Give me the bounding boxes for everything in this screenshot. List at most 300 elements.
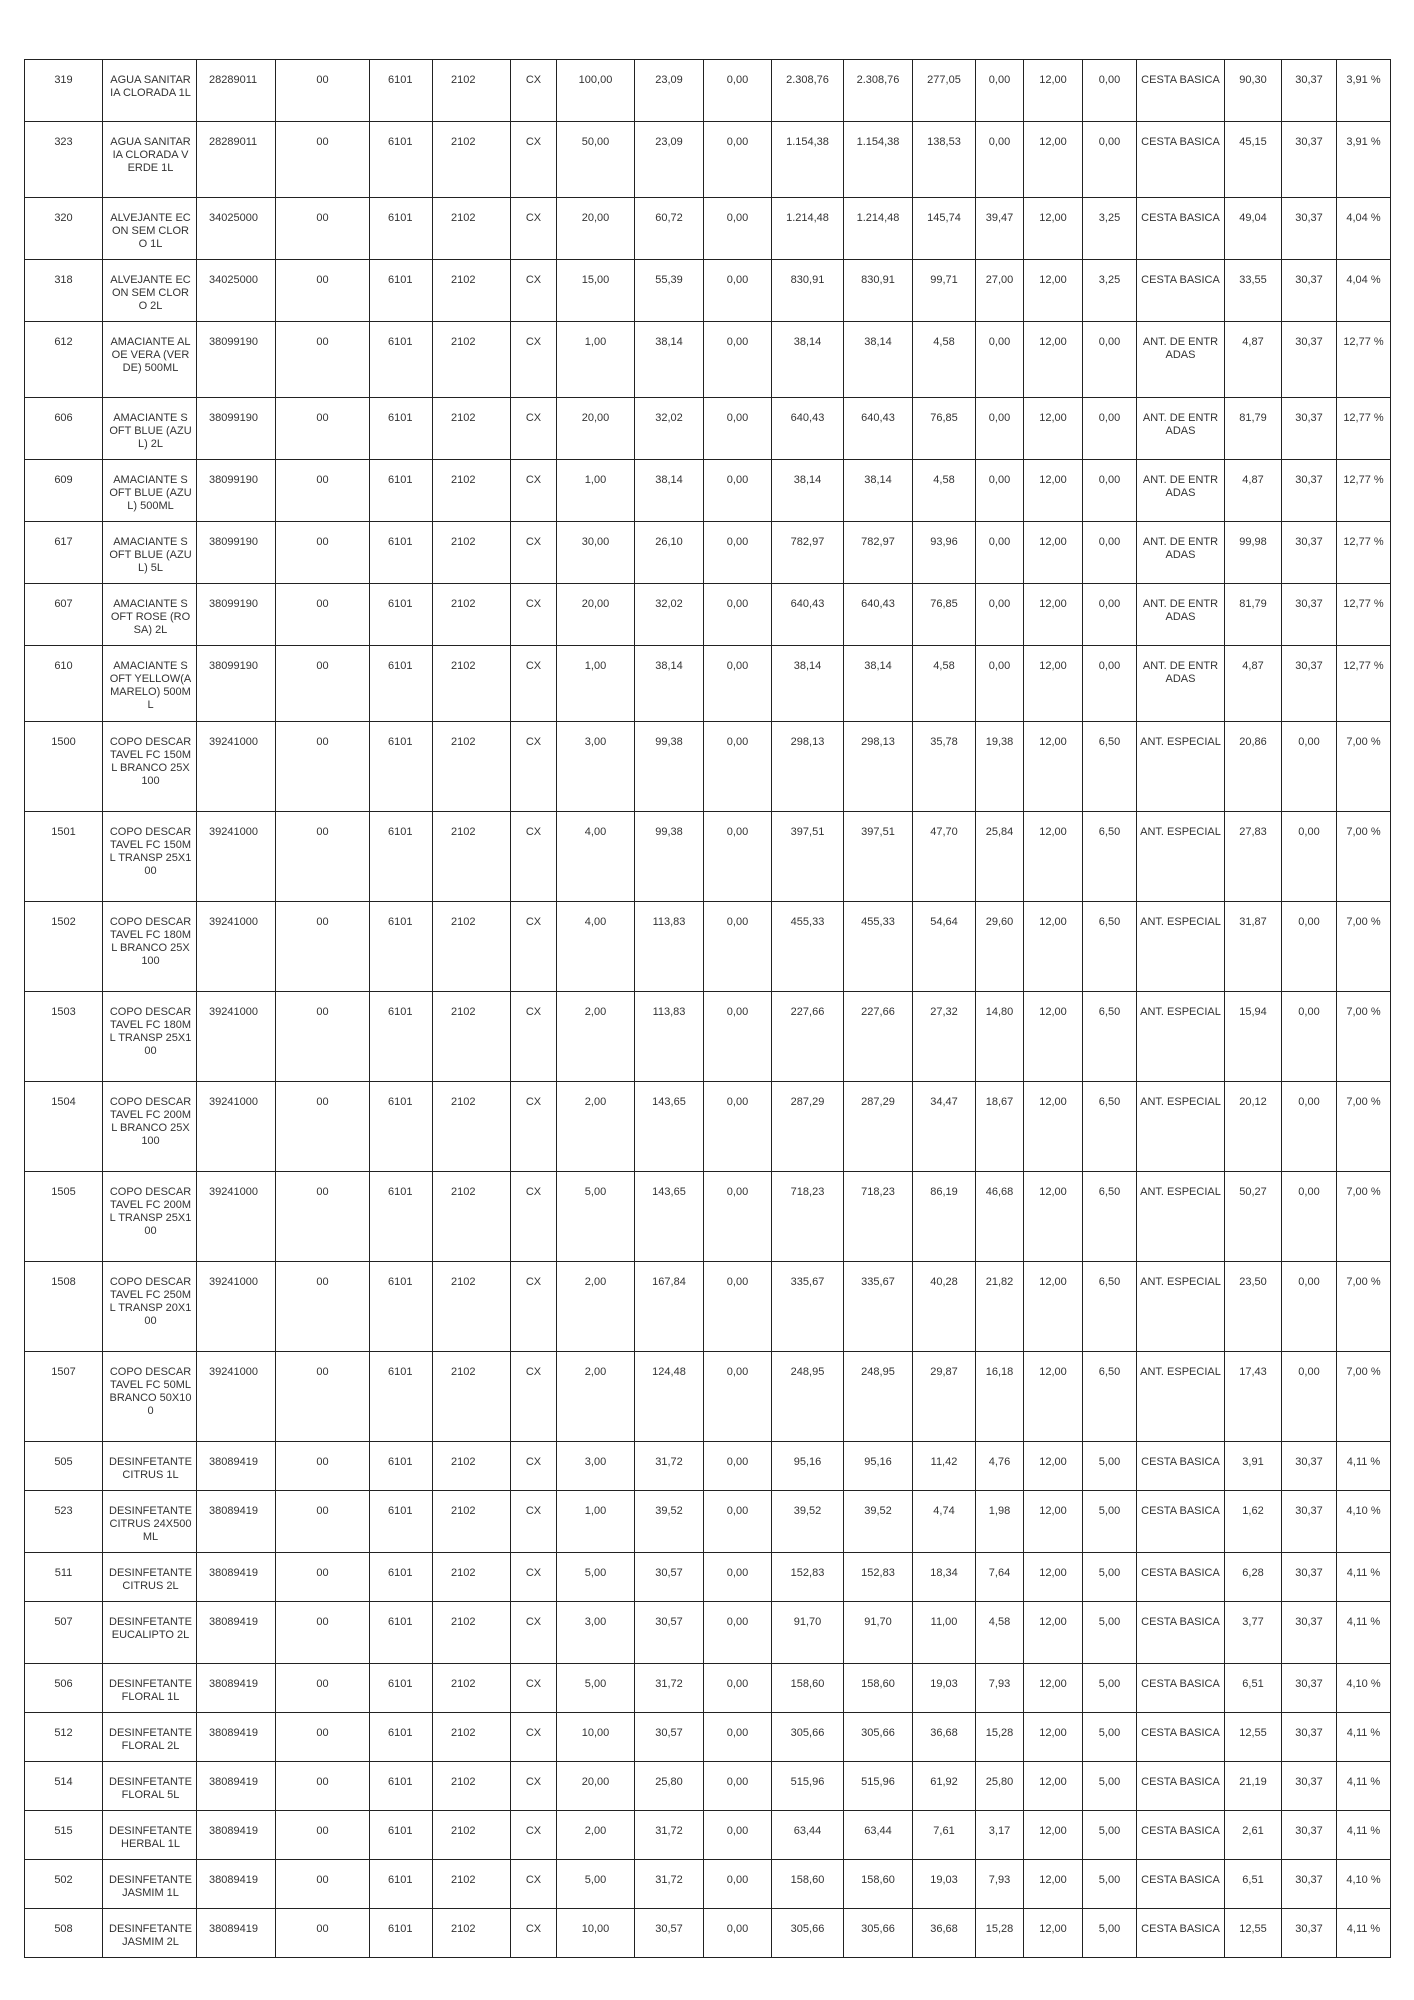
table-row bbox=[25, 1664, 1391, 1713]
item-cst: 00 bbox=[276, 1442, 370, 1491]
item-cfop: 6101 bbox=[370, 1352, 433, 1442]
item-st-value: 6,51 bbox=[1225, 1664, 1282, 1713]
item-cst: 00 bbox=[276, 1909, 370, 1958]
item-ipi-rate: 5,00 bbox=[1083, 1860, 1137, 1909]
item-quantity: 1,00 bbox=[557, 1491, 635, 1553]
item-discount: 0,00 bbox=[704, 1762, 772, 1811]
table-row bbox=[25, 198, 1391, 260]
item-category: ANT. DE ENTRADAS bbox=[1137, 646, 1225, 722]
item-total: 1.214,48 bbox=[772, 198, 844, 260]
item-icms-rate: 12,00 bbox=[1024, 522, 1083, 584]
item-quantity: 4,00 bbox=[557, 902, 635, 992]
item-percent: 4,11 % bbox=[1337, 1442, 1391, 1491]
item-cst: 00 bbox=[276, 812, 370, 902]
item-unit: CX bbox=[511, 60, 557, 122]
item-quantity: 20,00 bbox=[557, 1762, 635, 1811]
item-quantity: 20,00 bbox=[557, 584, 635, 646]
item-total: 515,96 bbox=[772, 1762, 844, 1811]
item-icms-rate: 12,00 bbox=[1024, 1664, 1083, 1713]
item-unit: CX bbox=[511, 1491, 557, 1553]
item-total: 1.154,38 bbox=[772, 122, 844, 198]
item-quantity: 5,00 bbox=[557, 1860, 635, 1909]
item-quantity: 1,00 bbox=[557, 646, 635, 722]
table-row bbox=[25, 1713, 1391, 1762]
table-row bbox=[25, 260, 1391, 322]
item-unit: CX bbox=[511, 398, 557, 460]
table-row bbox=[25, 122, 1391, 198]
item-code-2: 2102 bbox=[433, 1664, 511, 1713]
item-code: 512 bbox=[25, 1713, 103, 1762]
item-cst: 00 bbox=[276, 460, 370, 522]
item-icms-base: 305,66 bbox=[844, 1713, 913, 1762]
item-icms-base: 95,16 bbox=[844, 1442, 913, 1491]
item-unit-price: 39,52 bbox=[635, 1491, 704, 1553]
item-category: ANT. DE ENTRADAS bbox=[1137, 322, 1225, 398]
item-icms-value: 27,32 bbox=[913, 992, 976, 1082]
item-percent: 3,91 % bbox=[1337, 122, 1391, 198]
item-ipi-value: 39,47 bbox=[976, 198, 1024, 260]
item-ipi-value: 1,98 bbox=[976, 1491, 1024, 1553]
item-cfop: 6101 bbox=[370, 322, 433, 398]
item-icms-rate: 12,00 bbox=[1024, 902, 1083, 992]
item-code: 1505 bbox=[25, 1172, 103, 1262]
item-discount: 0,00 bbox=[704, 460, 772, 522]
item-icms-rate: 12,00 bbox=[1024, 1860, 1083, 1909]
item-description: COPO DESCARTAVEL FC 180ML BRANCO 25X100 bbox=[103, 902, 197, 992]
item-cst: 00 bbox=[276, 1811, 370, 1860]
item-mva: 30,37 bbox=[1282, 646, 1337, 722]
item-total: 91,70 bbox=[772, 1602, 844, 1664]
item-category: ANT. ESPECIAL bbox=[1137, 1082, 1225, 1172]
item-ipi-value: 7,64 bbox=[976, 1553, 1024, 1602]
item-ncm: 38089419 bbox=[197, 1860, 276, 1909]
item-st-value: 31,87 bbox=[1225, 902, 1282, 992]
item-st-value: 6,51 bbox=[1225, 1860, 1282, 1909]
item-code-2: 2102 bbox=[433, 1602, 511, 1664]
item-icms-rate: 12,00 bbox=[1024, 992, 1083, 1082]
item-percent: 12,77 % bbox=[1337, 522, 1391, 584]
item-discount: 0,00 bbox=[704, 1909, 772, 1958]
item-ipi-rate: 6,50 bbox=[1083, 812, 1137, 902]
item-cfop: 6101 bbox=[370, 1909, 433, 1958]
item-icms-rate: 12,00 bbox=[1024, 1713, 1083, 1762]
item-category: CESTA BASICA bbox=[1137, 60, 1225, 122]
table-row bbox=[25, 1442, 1391, 1491]
item-description: COPO DESCARTAVEL FC 150ML BRANCO 25X100 bbox=[103, 722, 197, 812]
item-unit-price: 99,38 bbox=[635, 722, 704, 812]
item-icms-value: 36,68 bbox=[913, 1909, 976, 1958]
item-code-2: 2102 bbox=[433, 1172, 511, 1262]
item-discount: 0,00 bbox=[704, 1352, 772, 1442]
item-total: 718,23 bbox=[772, 1172, 844, 1262]
item-icms-value: 36,68 bbox=[913, 1713, 976, 1762]
table-row bbox=[25, 646, 1391, 722]
item-unit-price: 167,84 bbox=[635, 1262, 704, 1352]
item-code: 507 bbox=[25, 1602, 103, 1664]
item-code: 1503 bbox=[25, 992, 103, 1082]
item-code: 1500 bbox=[25, 722, 103, 812]
item-code-2: 2102 bbox=[433, 60, 511, 122]
item-total: 63,44 bbox=[772, 1811, 844, 1860]
item-discount: 0,00 bbox=[704, 1082, 772, 1172]
item-ipi-value: 0,00 bbox=[976, 122, 1024, 198]
item-category: CESTA BASICA bbox=[1137, 260, 1225, 322]
item-ncm: 38099190 bbox=[197, 584, 276, 646]
item-st-value: 1,62 bbox=[1225, 1491, 1282, 1553]
item-ncm: 39241000 bbox=[197, 812, 276, 902]
item-icms-base: 158,60 bbox=[844, 1664, 913, 1713]
item-st-value: 99,98 bbox=[1225, 522, 1282, 584]
item-unit-price: 30,57 bbox=[635, 1553, 704, 1602]
item-icms-value: 54,64 bbox=[913, 902, 976, 992]
item-code: 508 bbox=[25, 1909, 103, 1958]
item-total: 38,14 bbox=[772, 646, 844, 722]
item-cfop: 6101 bbox=[370, 522, 433, 584]
item-icms-rate: 12,00 bbox=[1024, 1811, 1083, 1860]
item-icms-value: 47,70 bbox=[913, 812, 976, 902]
item-percent: 12,77 % bbox=[1337, 584, 1391, 646]
item-st-value: 3,91 bbox=[1225, 1442, 1282, 1491]
item-st-value: 50,27 bbox=[1225, 1172, 1282, 1262]
item-category: CESTA BASICA bbox=[1137, 1664, 1225, 1713]
item-total: 305,66 bbox=[772, 1713, 844, 1762]
item-ncm: 39241000 bbox=[197, 1082, 276, 1172]
item-cfop: 6101 bbox=[370, 1811, 433, 1860]
table-row bbox=[25, 398, 1391, 460]
item-category: ANT. DE ENTRADAS bbox=[1137, 460, 1225, 522]
item-unit: CX bbox=[511, 1262, 557, 1352]
item-category: CESTA BASICA bbox=[1137, 198, 1225, 260]
item-unit-price: 99,38 bbox=[635, 812, 704, 902]
item-discount: 0,00 bbox=[704, 60, 772, 122]
item-percent: 7,00 % bbox=[1337, 812, 1391, 902]
item-unit-price: 25,80 bbox=[635, 1762, 704, 1811]
item-unit: CX bbox=[511, 1860, 557, 1909]
item-unit-price: 113,83 bbox=[635, 902, 704, 992]
item-icms-base: 38,14 bbox=[844, 460, 913, 522]
table-row bbox=[25, 1352, 1391, 1442]
item-icms-value: 7,61 bbox=[913, 1811, 976, 1860]
item-icms-value: 61,92 bbox=[913, 1762, 976, 1811]
item-code: 607 bbox=[25, 584, 103, 646]
item-discount: 0,00 bbox=[704, 1262, 772, 1352]
item-unit-price: 143,65 bbox=[635, 1082, 704, 1172]
item-unit-price: 38,14 bbox=[635, 646, 704, 722]
item-ncm: 39241000 bbox=[197, 992, 276, 1082]
item-code: 319 bbox=[25, 60, 103, 122]
item-quantity: 1,00 bbox=[557, 322, 635, 398]
item-category: CESTA BASICA bbox=[1137, 1442, 1225, 1491]
item-code: 1508 bbox=[25, 1262, 103, 1352]
item-discount: 0,00 bbox=[704, 992, 772, 1082]
item-percent: 4,04 % bbox=[1337, 198, 1391, 260]
item-icms-value: 40,28 bbox=[913, 1262, 976, 1352]
item-ipi-value: 21,82 bbox=[976, 1262, 1024, 1352]
item-cfop: 6101 bbox=[370, 122, 433, 198]
item-ipi-rate: 0,00 bbox=[1083, 322, 1137, 398]
item-cfop: 6101 bbox=[370, 1713, 433, 1762]
table-row bbox=[25, 812, 1391, 902]
table-row bbox=[25, 322, 1391, 398]
item-discount: 0,00 bbox=[704, 522, 772, 584]
item-ipi-rate: 0,00 bbox=[1083, 646, 1137, 722]
item-category: ANT. ESPECIAL bbox=[1137, 812, 1225, 902]
item-quantity: 20,00 bbox=[557, 198, 635, 260]
item-code-2: 2102 bbox=[433, 584, 511, 646]
item-description: COPO DESCARTAVEL FC 200ML TRANSP 25X100 bbox=[103, 1172, 197, 1262]
item-cfop: 6101 bbox=[370, 260, 433, 322]
item-code-2: 2102 bbox=[433, 1713, 511, 1762]
item-total: 158,60 bbox=[772, 1860, 844, 1909]
item-ncm: 39241000 bbox=[197, 722, 276, 812]
item-icms-base: 1.214,48 bbox=[844, 198, 913, 260]
item-ipi-value: 14,80 bbox=[976, 992, 1024, 1082]
item-discount: 0,00 bbox=[704, 1860, 772, 1909]
item-quantity: 5,00 bbox=[557, 1172, 635, 1262]
item-st-value: 12,55 bbox=[1225, 1909, 1282, 1958]
item-icms-base: 640,43 bbox=[844, 584, 913, 646]
item-code: 610 bbox=[25, 646, 103, 722]
item-mva: 30,37 bbox=[1282, 198, 1337, 260]
item-ipi-rate: 5,00 bbox=[1083, 1491, 1137, 1553]
item-icms-rate: 12,00 bbox=[1024, 1442, 1083, 1491]
item-unit-price: 60,72 bbox=[635, 198, 704, 260]
item-unit-price: 31,72 bbox=[635, 1860, 704, 1909]
item-cfop: 6101 bbox=[370, 460, 433, 522]
item-cfop: 6101 bbox=[370, 1172, 433, 1262]
item-ipi-rate: 5,00 bbox=[1083, 1762, 1137, 1811]
item-icms-value: 138,53 bbox=[913, 122, 976, 198]
item-category: CESTA BASICA bbox=[1137, 1713, 1225, 1762]
item-ncm: 38089419 bbox=[197, 1553, 276, 1602]
item-st-value: 20,12 bbox=[1225, 1082, 1282, 1172]
item-cfop: 6101 bbox=[370, 1442, 433, 1491]
table-row bbox=[25, 60, 1391, 122]
item-ipi-value: 19,38 bbox=[976, 722, 1024, 812]
item-total: 38,14 bbox=[772, 460, 844, 522]
item-description: COPO DESCARTAVEL FC 50ML BRANCO 50X100 bbox=[103, 1352, 197, 1442]
item-percent: 4,11 % bbox=[1337, 1762, 1391, 1811]
item-percent: 4,10 % bbox=[1337, 1491, 1391, 1553]
table-row bbox=[25, 1762, 1391, 1811]
item-cst: 00 bbox=[276, 1553, 370, 1602]
item-icms-base: 397,51 bbox=[844, 812, 913, 902]
item-unit: CX bbox=[511, 992, 557, 1082]
item-description: ALVEJANTE ECON SEM CLORO 2L bbox=[103, 260, 197, 322]
item-category: CESTA BASICA bbox=[1137, 1811, 1225, 1860]
table-row bbox=[25, 1553, 1391, 1602]
item-total: 298,13 bbox=[772, 722, 844, 812]
item-mva: 30,37 bbox=[1282, 1909, 1337, 1958]
item-ncm: 38099190 bbox=[197, 398, 276, 460]
item-ncm: 38099190 bbox=[197, 646, 276, 722]
item-cst: 00 bbox=[276, 1762, 370, 1811]
item-ipi-value: 25,84 bbox=[976, 812, 1024, 902]
item-ncm: 39241000 bbox=[197, 1352, 276, 1442]
item-icms-base: 91,70 bbox=[844, 1602, 913, 1664]
item-ipi-value: 4,76 bbox=[976, 1442, 1024, 1491]
item-icms-rate: 12,00 bbox=[1024, 646, 1083, 722]
item-quantity: 1,00 bbox=[557, 460, 635, 522]
item-unit: CX bbox=[511, 198, 557, 260]
item-mva: 0,00 bbox=[1282, 992, 1337, 1082]
item-cfop: 6101 bbox=[370, 1082, 433, 1172]
item-total: 640,43 bbox=[772, 398, 844, 460]
item-description: DESINFETANTE CITRUS 1L bbox=[103, 1442, 197, 1491]
item-ncm: 34025000 bbox=[197, 198, 276, 260]
item-cst: 00 bbox=[276, 522, 370, 584]
item-ipi-value: 7,93 bbox=[976, 1664, 1024, 1713]
item-cst: 00 bbox=[276, 992, 370, 1082]
item-unit-price: 31,72 bbox=[635, 1811, 704, 1860]
item-st-value: 45,15 bbox=[1225, 122, 1282, 198]
item-quantity: 100,00 bbox=[557, 60, 635, 122]
item-unit: CX bbox=[511, 1713, 557, 1762]
item-ipi-rate: 5,00 bbox=[1083, 1909, 1137, 1958]
item-unit: CX bbox=[511, 722, 557, 812]
item-code-2: 2102 bbox=[433, 1860, 511, 1909]
item-ipi-value: 15,28 bbox=[976, 1909, 1024, 1958]
item-cst: 00 bbox=[276, 60, 370, 122]
item-icms-value: 29,87 bbox=[913, 1352, 976, 1442]
item-mva: 30,37 bbox=[1282, 260, 1337, 322]
item-discount: 0,00 bbox=[704, 812, 772, 902]
item-discount: 0,00 bbox=[704, 1553, 772, 1602]
item-icms-base: 830,91 bbox=[844, 260, 913, 322]
item-icms-rate: 12,00 bbox=[1024, 322, 1083, 398]
item-unit: CX bbox=[511, 1602, 557, 1664]
item-st-value: 27,83 bbox=[1225, 812, 1282, 902]
item-ncm: 38099190 bbox=[197, 322, 276, 398]
item-ipi-rate: 5,00 bbox=[1083, 1442, 1137, 1491]
item-cfop: 6101 bbox=[370, 902, 433, 992]
item-unit-price: 124,48 bbox=[635, 1352, 704, 1442]
item-ipi-rate: 0,00 bbox=[1083, 60, 1137, 122]
item-cfop: 6101 bbox=[370, 812, 433, 902]
item-unit-price: 143,65 bbox=[635, 1172, 704, 1262]
item-code-2: 2102 bbox=[433, 1442, 511, 1491]
item-total: 152,83 bbox=[772, 1553, 844, 1602]
item-code: 1502 bbox=[25, 902, 103, 992]
item-icms-base: 515,96 bbox=[844, 1762, 913, 1811]
item-percent: 7,00 % bbox=[1337, 902, 1391, 992]
item-st-value: 6,28 bbox=[1225, 1553, 1282, 1602]
item-icms-base: 782,97 bbox=[844, 522, 913, 584]
item-ipi-value: 15,28 bbox=[976, 1713, 1024, 1762]
item-unit-price: 23,09 bbox=[635, 122, 704, 198]
item-description: DESINFETANTE CITRUS 2L bbox=[103, 1553, 197, 1602]
item-unit: CX bbox=[511, 1082, 557, 1172]
item-discount: 0,00 bbox=[704, 722, 772, 812]
item-unit-price: 38,14 bbox=[635, 460, 704, 522]
item-ncm: 38089419 bbox=[197, 1442, 276, 1491]
item-st-value: 15,94 bbox=[1225, 992, 1282, 1082]
item-description: AMACIANTE SOFT YELLOW(AMARELO) 500ML bbox=[103, 646, 197, 722]
item-code-2: 2102 bbox=[433, 646, 511, 722]
item-mva: 0,00 bbox=[1282, 1172, 1337, 1262]
item-cst: 00 bbox=[276, 398, 370, 460]
item-mva: 30,37 bbox=[1282, 1713, 1337, 1762]
item-ncm: 28289011 bbox=[197, 122, 276, 198]
item-unit: CX bbox=[511, 1909, 557, 1958]
item-code-2: 2102 bbox=[433, 522, 511, 584]
item-cst: 00 bbox=[276, 722, 370, 812]
item-quantity: 3,00 bbox=[557, 722, 635, 812]
item-description: DESINFETANTE HERBAL 1L bbox=[103, 1811, 197, 1860]
item-category: CESTA BASICA bbox=[1137, 1909, 1225, 1958]
item-icms-value: 4,58 bbox=[913, 322, 976, 398]
item-quantity: 2,00 bbox=[557, 1262, 635, 1352]
table-row bbox=[25, 460, 1391, 522]
item-ipi-value: 16,18 bbox=[976, 1352, 1024, 1442]
item-mva: 0,00 bbox=[1282, 1352, 1337, 1442]
item-st-value: 4,87 bbox=[1225, 460, 1282, 522]
item-discount: 0,00 bbox=[704, 322, 772, 398]
item-ncm: 38089419 bbox=[197, 1491, 276, 1553]
item-icms-value: 93,96 bbox=[913, 522, 976, 584]
item-discount: 0,00 bbox=[704, 198, 772, 260]
item-icms-base: 298,13 bbox=[844, 722, 913, 812]
item-percent: 7,00 % bbox=[1337, 992, 1391, 1082]
item-code-2: 2102 bbox=[433, 460, 511, 522]
item-cfop: 6101 bbox=[370, 992, 433, 1082]
item-unit: CX bbox=[511, 1442, 557, 1491]
item-ncm: 34025000 bbox=[197, 260, 276, 322]
item-quantity: 2,00 bbox=[557, 1082, 635, 1172]
item-unit: CX bbox=[511, 902, 557, 992]
item-cfop: 6101 bbox=[370, 1553, 433, 1602]
items-table-body bbox=[25, 60, 1391, 1958]
item-icms-rate: 12,00 bbox=[1024, 1262, 1083, 1352]
item-ipi-value: 0,00 bbox=[976, 398, 1024, 460]
item-icms-value: 4,58 bbox=[913, 646, 976, 722]
item-ipi-rate: 0,00 bbox=[1083, 398, 1137, 460]
item-unit: CX bbox=[511, 1664, 557, 1713]
item-icms-rate: 12,00 bbox=[1024, 1553, 1083, 1602]
item-percent: 7,00 % bbox=[1337, 1172, 1391, 1262]
item-description: COPO DESCARTAVEL FC 200ML BRANCO 25X100 bbox=[103, 1082, 197, 1172]
item-cst: 00 bbox=[276, 584, 370, 646]
item-percent: 4,11 % bbox=[1337, 1553, 1391, 1602]
item-st-value: 3,77 bbox=[1225, 1602, 1282, 1664]
item-code-2: 2102 bbox=[433, 1082, 511, 1172]
table-row bbox=[25, 1909, 1391, 1958]
item-st-value: 12,55 bbox=[1225, 1713, 1282, 1762]
item-icms-rate: 12,00 bbox=[1024, 812, 1083, 902]
item-cfop: 6101 bbox=[370, 1762, 433, 1811]
item-icms-base: 38,14 bbox=[844, 646, 913, 722]
item-description: DESINFETANTE FLORAL 5L bbox=[103, 1762, 197, 1811]
item-cfop: 6101 bbox=[370, 1860, 433, 1909]
item-icms-rate: 12,00 bbox=[1024, 722, 1083, 812]
item-code: 523 bbox=[25, 1491, 103, 1553]
item-category: ANT. DE ENTRADAS bbox=[1137, 398, 1225, 460]
item-quantity: 30,00 bbox=[557, 522, 635, 584]
item-category: CESTA BASICA bbox=[1137, 1860, 1225, 1909]
item-ipi-value: 18,67 bbox=[976, 1082, 1024, 1172]
item-ncm: 38099190 bbox=[197, 460, 276, 522]
item-description: AMACIANTE SOFT BLUE (AZUL) 5L bbox=[103, 522, 197, 584]
table-row bbox=[25, 1491, 1391, 1553]
item-icms-value: 76,85 bbox=[913, 398, 976, 460]
item-icms-base: 287,29 bbox=[844, 1082, 913, 1172]
item-quantity: 10,00 bbox=[557, 1713, 635, 1762]
item-icms-value: 86,19 bbox=[913, 1172, 976, 1262]
item-cfop: 6101 bbox=[370, 646, 433, 722]
item-mva: 30,37 bbox=[1282, 1811, 1337, 1860]
item-cst: 00 bbox=[276, 1860, 370, 1909]
item-total: 305,66 bbox=[772, 1909, 844, 1958]
